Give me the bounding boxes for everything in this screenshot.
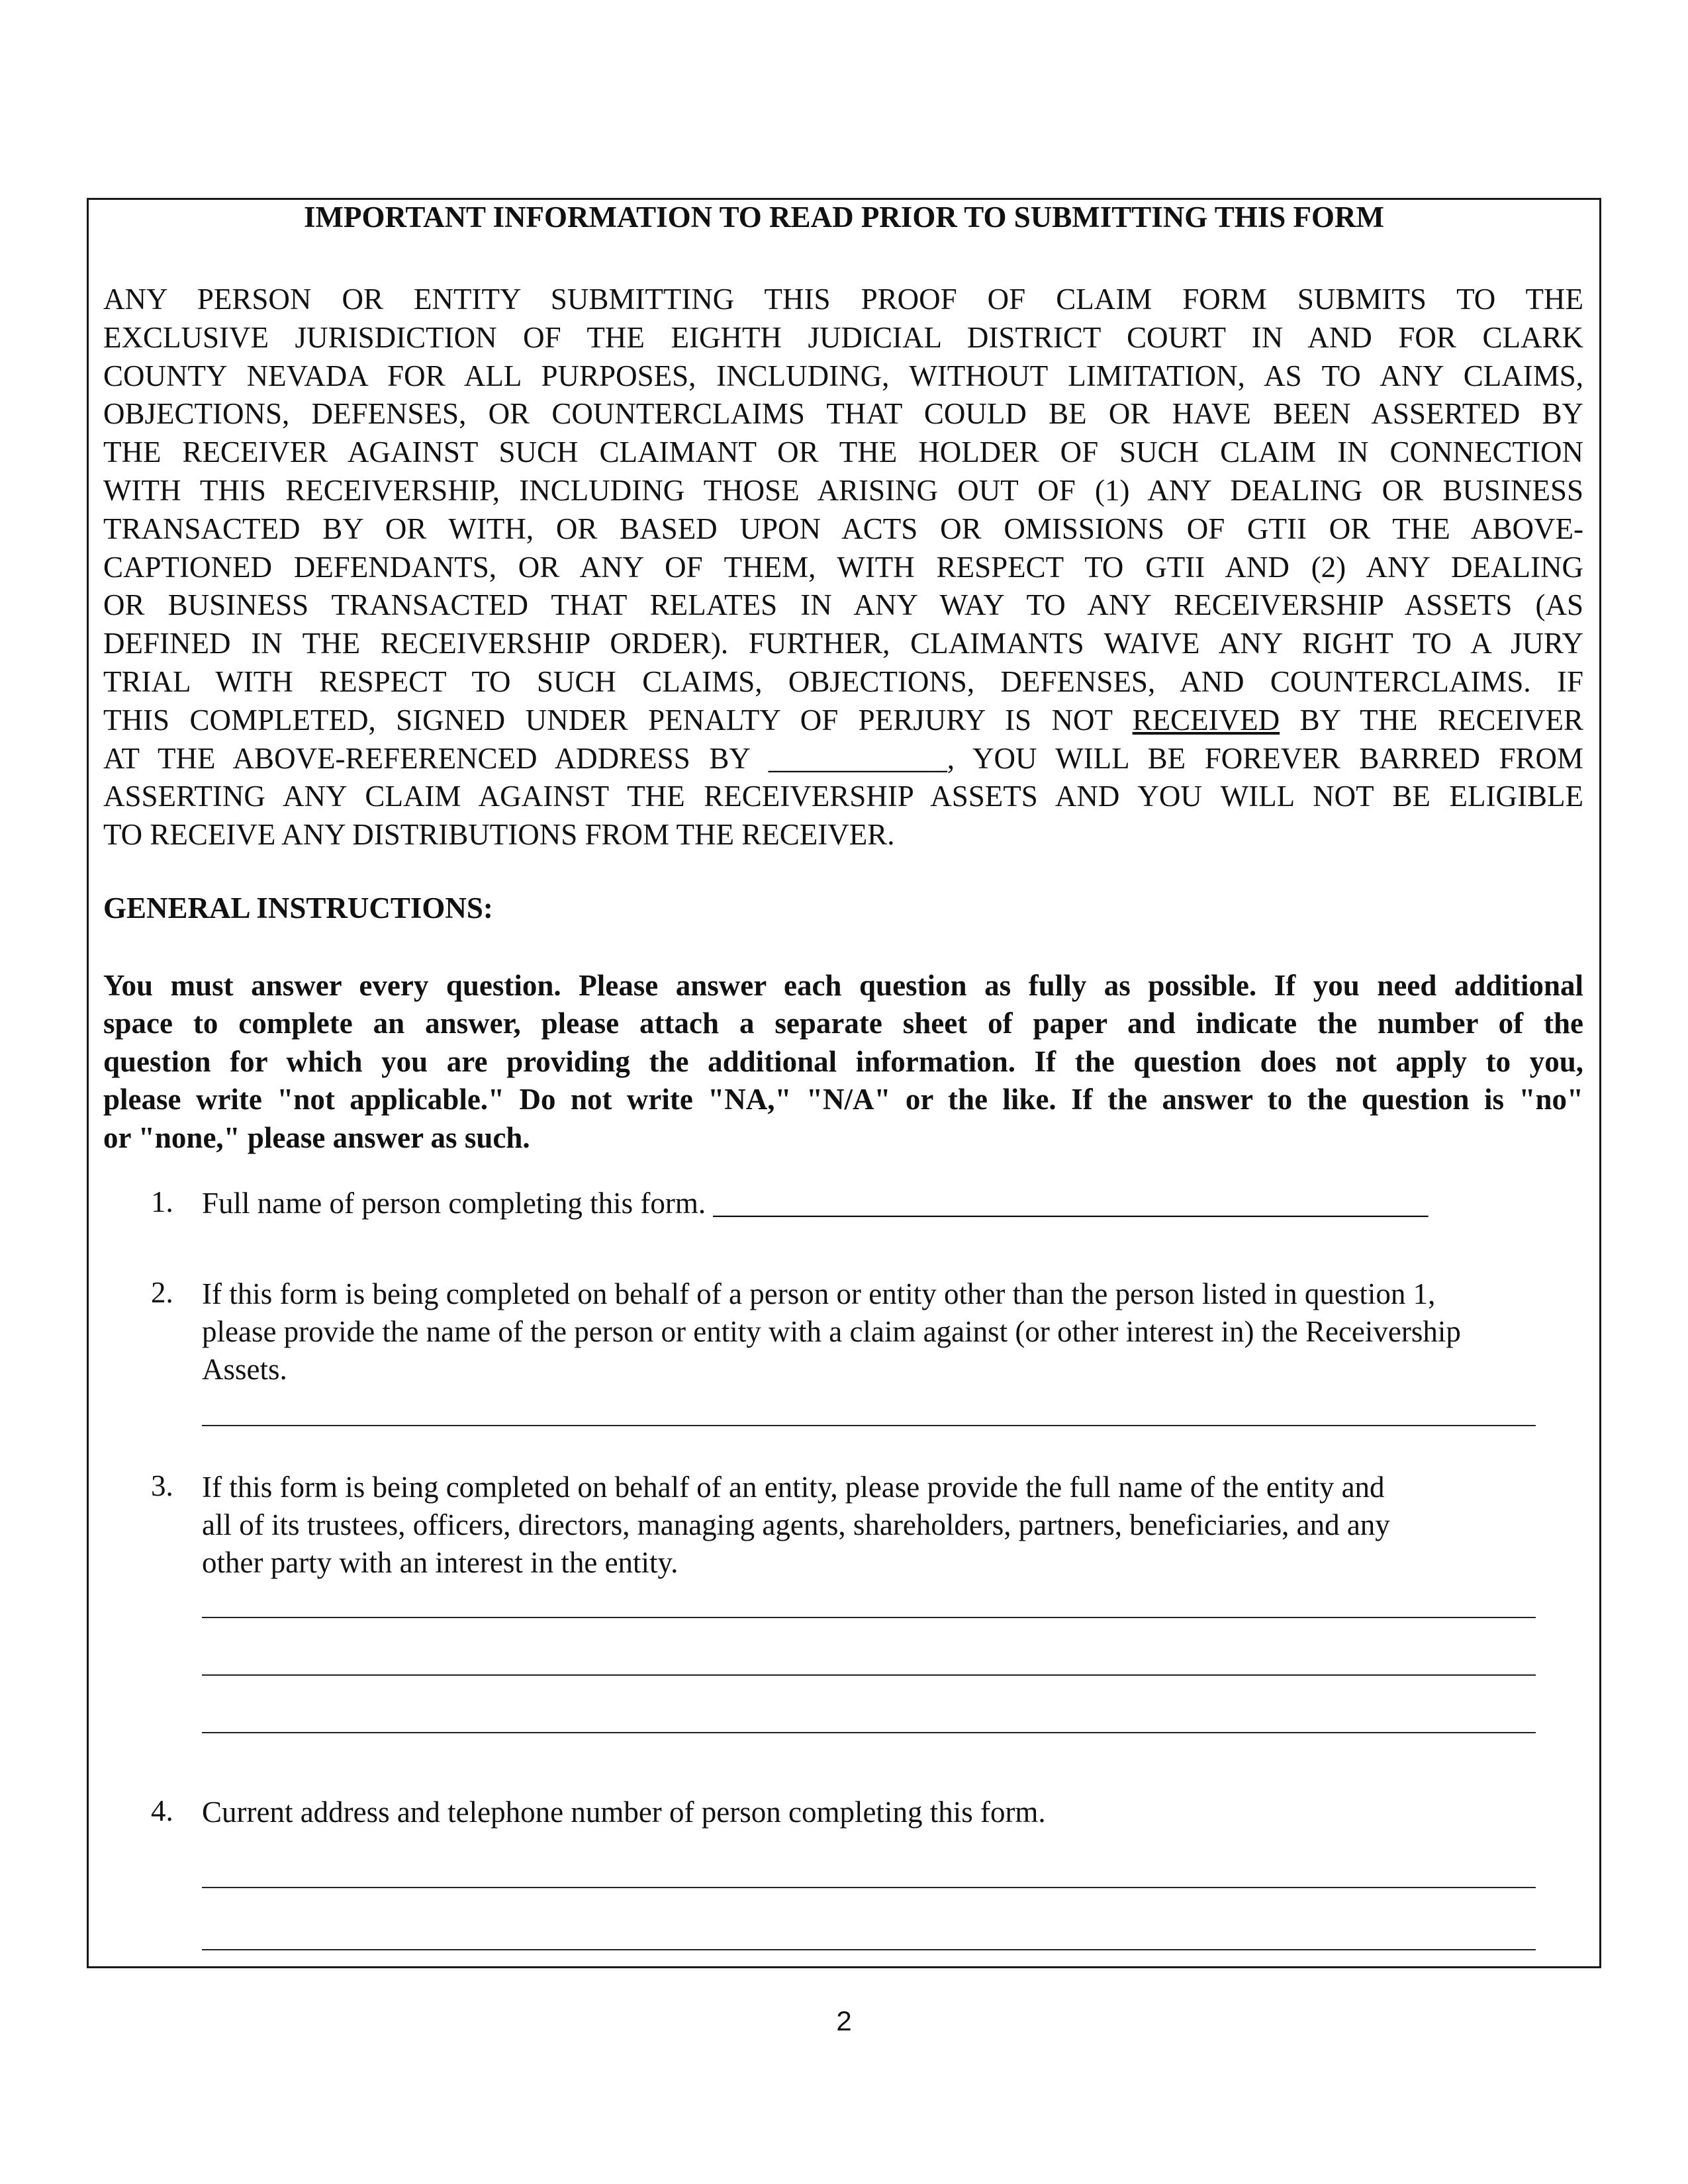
question-number: 3.: [151, 1469, 173, 1502]
question-2-text-line: please provide the name of the person or entity with a claim against (or other interest in) the Receivership: [202, 1315, 1461, 1348]
warning-line: OBJECTIONS, DEFENSES, OR COUNTERCLAIMS THAT COULD BE OR HAVE BEEN ASSERTED BY: [103, 397, 1583, 431]
warning-line: EXCLUSIVE JURISDICTION OF THE EIGHTH JUDICIAL DISTRICT COURT IN AND FOR CLARK: [103, 320, 1583, 354]
warning-line: ASSERTING ANY CLAIM AGAINST THE RECEIVERSHIP ASSETS AND YOU WILL NOT BE ELIGIBLE: [103, 780, 1583, 813]
warning-line-deadline: AT THE ABOVE-REFERENCED ADDRESS BY ____________, YOU WILL BE FOREVER BARRED FROM: [103, 741, 1583, 775]
answer-line[interactable]: [202, 1732, 1536, 1733]
warning-text: BY THE RECEIVER: [1280, 703, 1583, 737]
question-number: 4.: [151, 1794, 173, 1827]
answer-line[interactable]: [202, 1674, 1536, 1676]
warning-line: THE RECEIVER AGAINST SUCH CLAIMANT OR THE HOLDER OF SUCH CLAIM IN CONNECTION: [103, 435, 1583, 469]
question-1-text[interactable]: Full name of person completing this form. ________________________________________________: [202, 1187, 1429, 1220]
question-2-text-line: If this form is being completed on behalf of a person or entity other than the person listed in question 1,: [202, 1277, 1436, 1310]
question-2-text-line: Assets.: [202, 1353, 287, 1386]
warning-line: WITH THIS RECEIVERSHIP, INCLUDING THOSE ARISING OUT OF (1) ANY DEALING OR BUSINESS: [103, 473, 1583, 507]
warning-line-received: [103, 702, 1583, 740]
instruction-line: space to complete an answer, please attach a separate sheet of paper and indicate the number of the: [103, 1007, 1583, 1040]
answer-line[interactable]: [202, 1617, 1536, 1618]
question-3-text-line: If this form is being completed on behalf of an entity, please provide the full name of the entity and: [202, 1471, 1385, 1504]
warning-text: THIS COMPLETED, SIGNED UNDER PENALTY OF PERJURY IS NOT: [103, 703, 1133, 737]
instruction-line: You must answer every question. Please answer each question as fully as possible. If you need additional: [103, 969, 1583, 1002]
question-3-text-line: other party with an interest in the entity.: [202, 1546, 679, 1579]
warning-line: ANY PERSON OR ENTITY SUBMITTING THIS PROOF OF CLAIM FORM SUBMITS TO THE: [103, 283, 1583, 316]
warning-line: TRIAL WITH RESPECT TO SUCH CLAIMS, OBJECTIONS, DEFENSES, AND COUNTERCLAIMS. IF: [103, 664, 1583, 698]
warning-line: OR BUSINESS TRANSACTED THAT RELATES IN ANY WAY TO ANY RECEIVERSHIP ASSETS (AS: [103, 588, 1583, 622]
question-4-text: Current address and telephone number of person completing this form.: [202, 1796, 1046, 1829]
warning-line: COUNTY NEVADA FOR ALL PURPOSES, INCLUDING, WITHOUT LIMITATION, AS TO ANY CLAIMS,: [103, 359, 1583, 392]
warning-line: DEFINED IN THE RECEIVERSHIP ORDER). FURTHER, CLAIMANTS WAIVE ANY RIGHT TO A JURY: [103, 627, 1583, 660]
important-info-heading: IMPORTANT INFORMATION TO READ PRIOR TO SUBMITTING THIS FORM: [304, 201, 1384, 234]
page-number: 2: [836, 2005, 852, 2036]
received-underlined-text: RECEIVED: [1132, 703, 1280, 737]
answer-line[interactable]: [202, 1949, 1536, 1950]
instruction-line: please write "not applicable." Do not write "NA," "N/A" or the like. If the answer to the question is "no": [103, 1083, 1583, 1116]
instruction-line: question for which you are providing the additional information. If the question does not apply to you,: [103, 1044, 1583, 1078]
warning-line: CAPTIONED DEFENDANTS, OR ANY OF THEM, WITH RESPECT TO GTII AND (2) ANY DEALING: [103, 550, 1583, 584]
instructions-paragraph: [103, 967, 1583, 1157]
question-number: 2.: [151, 1276, 173, 1309]
question-3-text-line: all of its trustees, officers, directors, managing agents, shareholders, partners, beneficiaries, and any: [202, 1508, 1390, 1541]
question-number: 1.: [151, 1185, 173, 1218]
jurisdiction-warning-paragraph: [103, 281, 1583, 854]
answer-line[interactable]: [202, 1887, 1536, 1888]
warning-line: TRANSACTED BY OR WITH, OR BASED UPON ACTS OR OMISSIONS OF GTII OR THE ABOVE-: [103, 512, 1583, 545]
answer-line[interactable]: [202, 1425, 1536, 1426]
general-instructions-heading: GENERAL INSTRUCTIONS:: [103, 891, 493, 925]
warning-line: TO RECEIVE ANY DISTRIBUTIONS FROM THE RECEIVER.: [103, 818, 895, 852]
instruction-line: or "none," please answer as such.: [103, 1120, 530, 1154]
